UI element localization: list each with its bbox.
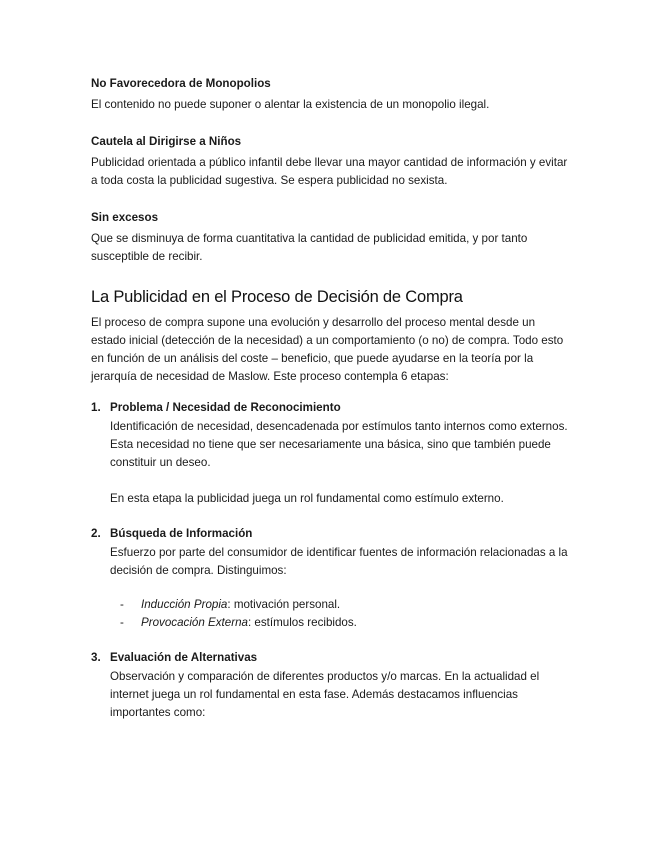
section-excesos	[91, 210, 571, 266]
step-title: Evaluación de Alternativas	[110, 651, 258, 664]
step-body: Observación y comparación de diferentes productos y/o marcas. En la actualidad el internet juega un rol fundamental en esta fase. Además destacamos influencias importantes como:	[110, 670, 540, 719]
dash-marker: -	[120, 616, 124, 629]
list-item	[91, 526, 571, 632]
step-title: Búsqueda de Información	[110, 527, 253, 540]
section-body: El contenido no puede suponer o alentar la existencia de un monopolio ilegal.	[91, 98, 490, 111]
intro-paragraph: El proceso de compra supone una evolución y desarrollo del proceso mental desde un estado inicial (detección de la necesidad) a un comportamiento (o no) de compra. Todo esto en función de un análisis del coste – beneficio, que puede ayudarse en la teoría por la jerarquía de necesidad de Maslow. Este proceso contempla 6 etapas:	[91, 316, 564, 383]
sub-list-item	[120, 614, 571, 632]
sub-list-item	[120, 596, 571, 614]
section-title: Sin excesos	[91, 211, 159, 224]
sub-list	[120, 596, 571, 632]
section-body: Que se disminuya de forma cuantitativa la cantidad de publicidad emitida, y por tanto susceptible de recibir.	[91, 232, 528, 263]
dash-marker: -	[120, 598, 124, 611]
bullet-term: Inducción Propia	[141, 598, 228, 611]
list-number: 1.	[91, 401, 101, 414]
section-body: Publicidad orientada a público infantil debe llevar una mayor cantidad de información y evitar a toda costa la publicidad sugestiva. Se espera publicidad no sexista.	[91, 156, 568, 187]
bullet-text: : motivación personal.	[227, 598, 341, 611]
step-title: Problema / Necesidad de Reconocimiento	[110, 401, 341, 414]
section-title: No Favorecedora de Monopolios	[91, 77, 271, 90]
section-monopolios	[91, 76, 571, 114]
step-body: Identificación de necesidad, desencadenada por estímulos tanto internos como externos. Esta necesidad no tiene que ser necesariamente una básica, sino que también puede constituir un deseo.	[110, 420, 568, 469]
bullet-term: Provocación Externa	[141, 616, 248, 629]
section-ninos	[91, 134, 571, 190]
step-body: Esfuerzo por parte del consumidor de identificar fuentes de información relacionadas a la decisión de compra. Distinguimos:	[110, 546, 568, 577]
chapter-heading: La Publicidad en el Proceso de Decisión de Compra	[91, 288, 463, 306]
steps-list	[91, 400, 571, 722]
section-title: Cautela al Dirigirse a Niños	[91, 135, 242, 148]
list-number: 3.	[91, 651, 101, 664]
list-number: 2.	[91, 527, 101, 540]
document-content	[91, 76, 571, 740]
step-extra: En esta etapa la publicidad juega un rol fundamental como estímulo externo.	[110, 492, 504, 505]
list-item	[91, 650, 571, 722]
bullet-text: : estímulos recibidos.	[247, 616, 357, 629]
list-item	[91, 400, 571, 508]
